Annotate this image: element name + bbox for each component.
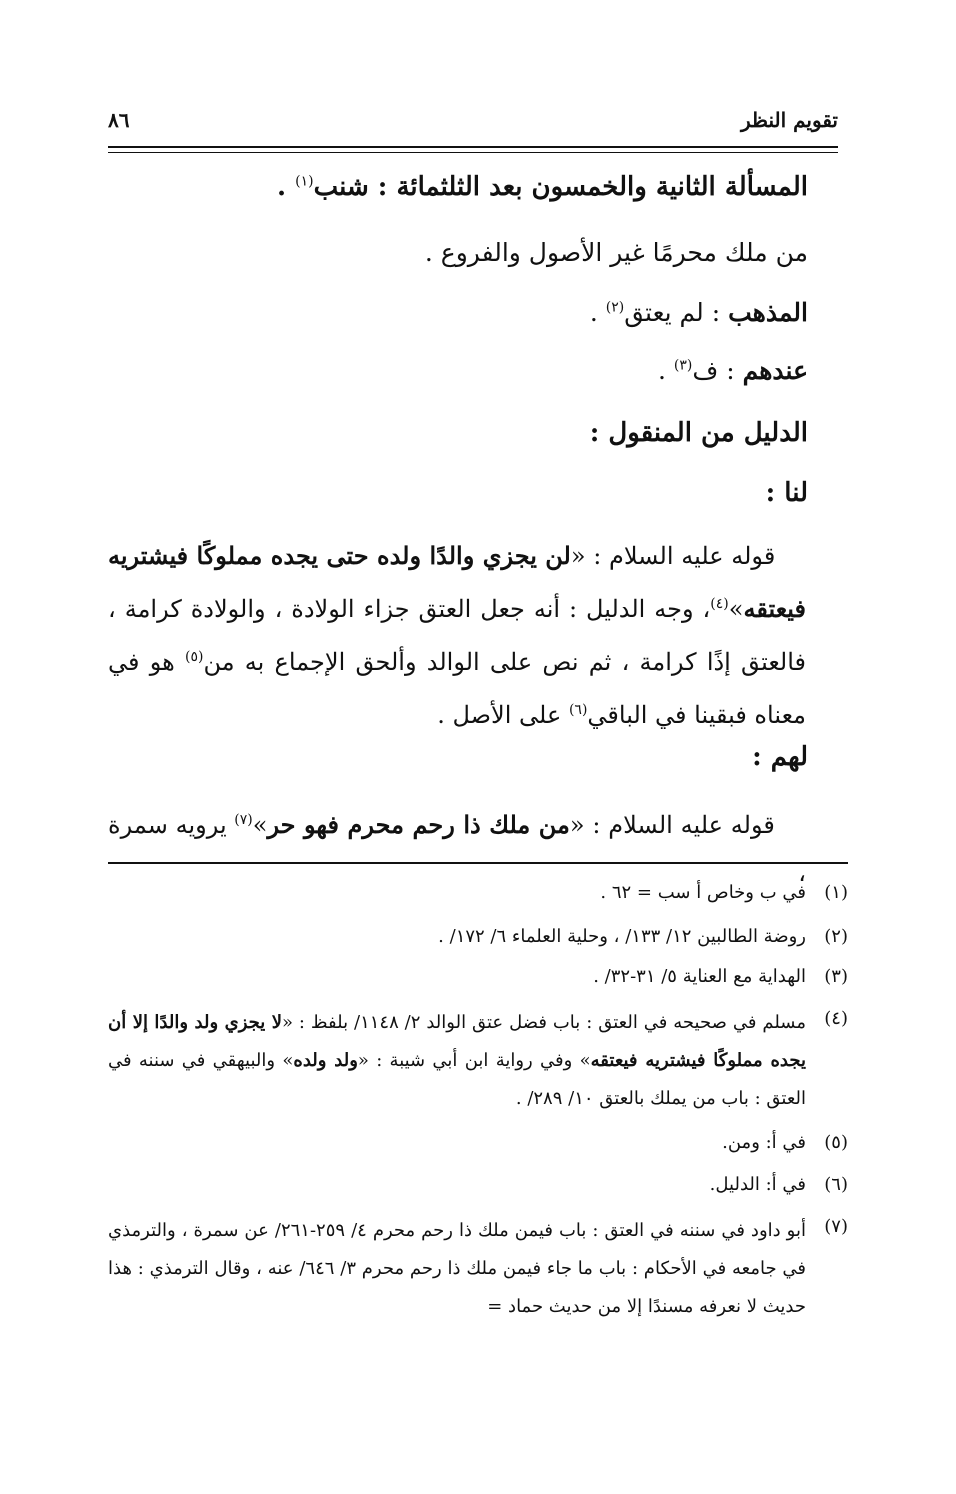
opponents-line: عندهم : ف$^{(٣)}$ . [657,356,808,385]
footnotes-rule [108,862,848,864]
footnote-5: (٥) في أ: ومن. [722,1132,848,1153]
footnote-3: (٣) الهداية مع العناية ٥/ ٣١-٣٢/ . [593,966,848,987]
footnote-ref: (٢) [605,299,625,316]
footnote-7: (٧) أبو داود في سننه في العتق : باب فيمن ملك ذا رحم محرم ٤/ ٢٥٩-٢٦١/ عن سمرة ، والترمذي في جامعه في الأحكام : باب ما جاء فيمن ملك ذا رحم محرم ٣/ ٦٤٦/ عنه ، وقال الترمذي : هذا حديث لا نعرفه مسندًا إلا من حديث حماد = [108,1216,848,1317]
their-evidence-label: لهم : [752,742,808,772]
footnote-ref: (٥) [184,649,204,665]
footnote-1: (١) في ب وخاص أ سب = ٦٢ . [600,882,848,903]
footnote-4: (٤) مسلم في صحيحه في العتق : باب فضل عتق الوالد ٢/ ١١٤٨/ بلفظ : «لا يجزي ولد والدًا إلا أن يجده مملوكًا فيشتريه فيعتقه» وفي رواية ابن أبي شيبة : «ولد ولده» والبيهقي في سننه في العتق : باب من يملك بالعتق ١٠/ ٢٨٩/ . [108,1008,848,1109]
footnote-ref: (٧) [234,812,253,828]
footnote-6: (٦) في أ: الدليل. [709,1174,848,1195]
issue-heading: المسألة الثانية والخمسون بعد الثلثمائة : شنب$^{(١)}$ . [277,172,808,202]
header-title: تقويم النظر [741,108,838,132]
madhab-line: المذهب : لم يعتق$^{(٢)}$ . [589,298,808,327]
footnote-2: (٢) روضة الطالبين ١٢/ ١٣٣/ ، وحلية العلماء ٦/ ١٧٢/ . [438,926,848,947]
issue-statement: من ملك محرمًا غير الأصول والفروع . [424,238,808,267]
running-header [108,108,838,138]
footnote-ref: (٣) [673,357,693,374]
header-rule [108,146,838,148]
footnote-ref: (٤) [710,596,729,612]
evidence-paragraph: قوله عليه السلام : «لن يجزي والدًا ولده حتى يجده مملوكًا فيشتريه فيعتقه»$^{(٤)}$، وجه الدليل : أنه جعل العتق جزاء الولادة ، والولادة كرامة ، فالعتق إذًا كرامة ، ثم نص على الوالد وألحق الإجماع به من$^{(٥)}$ هو في معناه فبقينا في الباقي$^{(٦)}$ على الأصل . [108,541,806,729]
footnote-ref: (٦) [568,702,588,718]
our-evidence-label: لنا : [765,478,808,508]
footnote-ref: (١) [295,173,314,190]
header-rule-thin [108,152,838,153]
page-number: ٨٦ [108,108,130,132]
evidence-heading: الدليل من المنقول : [589,418,808,448]
opponents-paragraph: قوله عليه السلام : «من ملك ذا رحم محرم فهو حر»$^{(٧)}$ يرويه سمرة ، [108,810,806,887]
